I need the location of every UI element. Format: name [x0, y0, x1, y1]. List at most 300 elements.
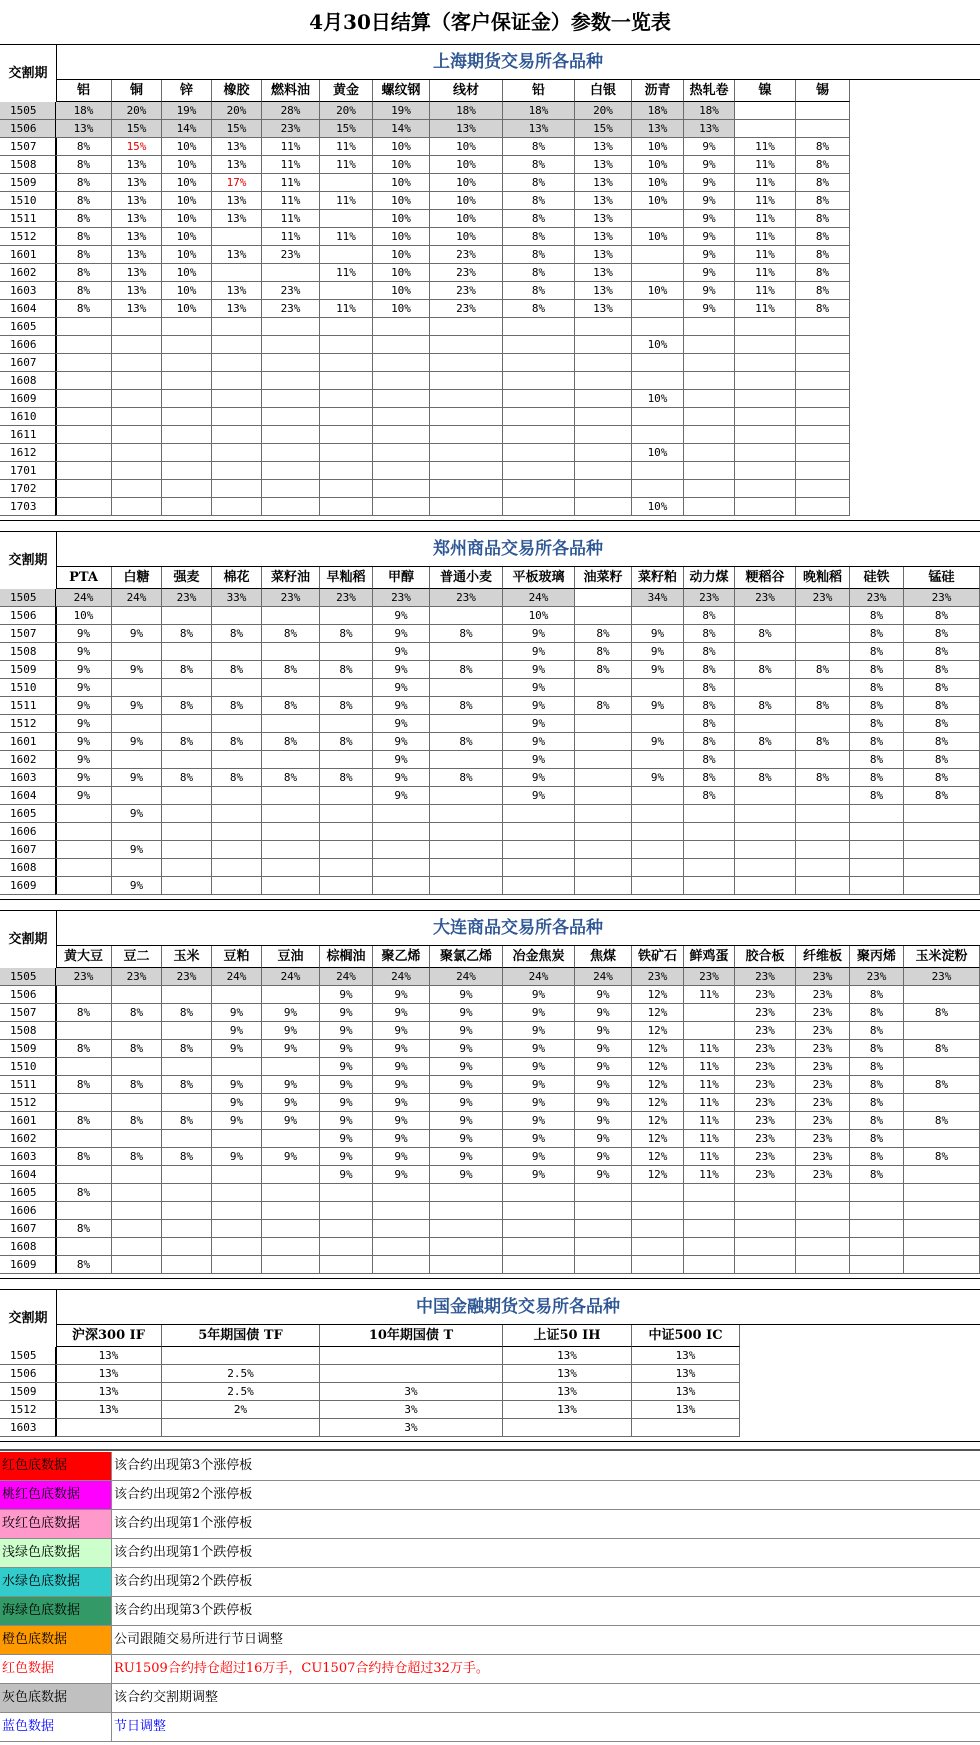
margin-cell: 13% — [575, 174, 632, 192]
margin-cell — [162, 1202, 212, 1220]
margin-cell — [56, 390, 112, 408]
margin-cell — [503, 877, 575, 895]
margin-cell: 9% — [684, 174, 735, 192]
margin-cell: 10% — [430, 174, 503, 192]
margin-cell: 13% — [112, 210, 162, 228]
margin-cell: 9% — [430, 1058, 503, 1076]
margin-cell: 9% — [575, 1076, 632, 1094]
margin-cell — [162, 444, 212, 462]
margin-cell — [575, 589, 632, 607]
margin-cell: 23% — [262, 246, 320, 264]
margin-cell — [735, 102, 796, 120]
column-header: 甲醇 — [373, 567, 430, 589]
margin-cell — [56, 1238, 112, 1256]
margin-cell: 8% — [904, 643, 980, 661]
margin-cell — [320, 372, 373, 390]
margin-cell: 12% — [632, 1076, 684, 1094]
column-header: 5年期国债 TF — [162, 1325, 320, 1347]
margin-cell: 8% — [503, 192, 575, 210]
margin-cell — [503, 354, 575, 372]
margin-cell — [212, 787, 262, 805]
margin-cell — [575, 1202, 632, 1220]
margin-cell — [112, 1256, 162, 1274]
margin-cell: 9% — [503, 1148, 575, 1166]
margin-cell — [162, 1238, 212, 1256]
legend-description: 该合约出现第2个涨停板 — [114, 1487, 253, 1502]
margin-cell — [796, 859, 850, 877]
margin-cell — [56, 1202, 112, 1220]
margin-cell — [503, 805, 575, 823]
margin-cell — [684, 426, 735, 444]
legend-swatch: 灰色底数据 — [0, 1684, 112, 1712]
margin-cell: 13% — [575, 138, 632, 156]
margin-cell — [632, 715, 684, 733]
margin-cell: 8% — [162, 769, 212, 787]
margin-cell: 8% — [162, 697, 212, 715]
margin-cell — [373, 426, 430, 444]
margin-cell: 24% — [112, 589, 162, 607]
exchange-section — [0, 910, 980, 1274]
margin-cell: 9% — [430, 986, 503, 1004]
margin-cell: 20% — [112, 102, 162, 120]
column-header: 晚籼稻 — [796, 567, 850, 589]
margin-cell — [320, 679, 373, 697]
margin-cell: 11% — [684, 1040, 735, 1058]
margin-cell — [430, 823, 503, 841]
margin-cell: 10% — [373, 228, 430, 246]
margin-cell — [632, 426, 684, 444]
margin-cell: 2.5% — [162, 1365, 320, 1383]
margin-cell: 10% — [430, 192, 503, 210]
margin-cell — [735, 751, 796, 769]
margin-cell — [796, 372, 850, 390]
period-cell: 1511 — [0, 210, 56, 228]
margin-cell — [575, 733, 632, 751]
margin-cell: 8% — [262, 661, 320, 679]
margin-cell — [262, 787, 320, 805]
margin-cell: 9% — [503, 625, 575, 643]
margin-cell — [112, 1220, 162, 1238]
margin-cell: 13% — [212, 300, 262, 318]
margin-cell: 13% — [56, 1383, 162, 1401]
margin-cell — [112, 986, 162, 1004]
margin-cell: 9% — [56, 661, 112, 679]
period-cell: 1512 — [0, 1094, 56, 1112]
margin-cell — [162, 751, 212, 769]
period-cell: 1510 — [0, 1058, 56, 1076]
margin-cell: 20% — [320, 102, 373, 120]
margin-cell — [796, 1184, 850, 1202]
margin-cell: 10% — [373, 282, 430, 300]
period-label: 交割期 — [8, 932, 48, 947]
margin-cell — [320, 498, 373, 516]
margin-cell — [373, 841, 430, 859]
margin-cell — [373, 823, 430, 841]
margin-cell: 8% — [320, 697, 373, 715]
margin-cell — [735, 1184, 796, 1202]
margin-cell: 8% — [56, 1184, 112, 1202]
margin-cell: 23% — [735, 1004, 796, 1022]
margin-cell — [112, 372, 162, 390]
margin-cell: 10% — [632, 498, 684, 516]
margin-cell: 8% — [162, 661, 212, 679]
margin-cell — [162, 986, 212, 1004]
margin-cell: 13% — [632, 1401, 740, 1419]
period-cell: 1512 — [0, 1401, 56, 1419]
margin-cell — [632, 318, 684, 336]
margin-cell: 12% — [632, 1040, 684, 1058]
margin-cell — [796, 390, 850, 408]
margin-cell — [262, 462, 320, 480]
margin-cell — [796, 877, 850, 895]
margin-cell: 8% — [850, 986, 904, 1004]
margin-cell — [212, 1184, 262, 1202]
margin-cell — [162, 805, 212, 823]
margin-cell — [373, 390, 430, 408]
column-header: 玉米 — [162, 946, 212, 968]
margin-cell — [162, 823, 212, 841]
margin-cell: 24% — [575, 968, 632, 986]
margin-cell — [430, 354, 503, 372]
margin-cell — [575, 769, 632, 787]
margin-cell: 9% — [320, 1166, 373, 1184]
period-cell: 1506 — [0, 120, 56, 138]
margin-cell: 11% — [320, 264, 373, 282]
margin-cell: 13% — [684, 120, 735, 138]
section-title: 上海期货交易所各品种 — [433, 52, 603, 72]
margin-cell: 8% — [904, 1148, 980, 1166]
margin-cell: 9% — [262, 1112, 320, 1130]
legend-swatch: 水绿色底数据 — [0, 1568, 112, 1596]
margin-cell — [735, 120, 796, 138]
margin-cell — [904, 1256, 980, 1274]
margin-cell: 23% — [796, 1130, 850, 1148]
margin-cell — [262, 1202, 320, 1220]
period-cell: 1602 — [0, 264, 56, 282]
margin-cell: 23% — [735, 1094, 796, 1112]
column-header: 10年期国债 T — [320, 1325, 503, 1347]
margin-cell: 8% — [904, 1004, 980, 1022]
margin-cell: 8% — [796, 769, 850, 787]
margin-cell — [162, 877, 212, 895]
margin-cell — [262, 1256, 320, 1274]
column-header: 铁矿石 — [632, 946, 684, 968]
margin-cell — [56, 859, 112, 877]
margin-cell — [262, 643, 320, 661]
margin-cell — [904, 877, 980, 895]
margin-cell — [575, 426, 632, 444]
margin-cell: 9% — [430, 1112, 503, 1130]
margin-cell: 12% — [632, 1130, 684, 1148]
margin-cell: 9% — [373, 751, 430, 769]
margin-cell — [503, 859, 575, 877]
period-cell: 1702 — [0, 480, 56, 498]
margin-cell — [56, 498, 112, 516]
margin-cell: 8% — [162, 1004, 212, 1022]
margin-cell: 8% — [850, 787, 904, 805]
legend-description: 该合约出现第2个跌停板 — [114, 1574, 253, 1589]
margin-cell: 8% — [430, 733, 503, 751]
margin-cell — [373, 877, 430, 895]
margin-cell: 9% — [262, 1040, 320, 1058]
margin-cell: 8% — [684, 661, 735, 679]
margin-cell — [796, 1202, 850, 1220]
margin-cell: 10% — [373, 210, 430, 228]
margin-cell — [796, 607, 850, 625]
margin-cell: 8% — [56, 264, 112, 282]
margin-cell: 23% — [904, 589, 980, 607]
margin-cell: 9% — [212, 1076, 262, 1094]
margin-cell: 17% — [212, 174, 262, 192]
margin-cell — [262, 372, 320, 390]
margin-cell: 11% — [262, 174, 320, 192]
margin-cell: 8% — [503, 300, 575, 318]
margin-cell — [430, 498, 503, 516]
margin-cell: 9% — [373, 607, 430, 625]
margin-cell: 9% — [684, 246, 735, 264]
margin-cell — [212, 751, 262, 769]
margin-cell — [735, 354, 796, 372]
margin-cell: 9% — [373, 1166, 430, 1184]
margin-cell: 10% — [632, 192, 684, 210]
margin-cell — [575, 462, 632, 480]
margin-cell: 13% — [503, 1401, 632, 1419]
margin-cell — [796, 444, 850, 462]
margin-cell — [262, 318, 320, 336]
margin-cell: 24% — [262, 968, 320, 986]
margin-cell — [162, 1347, 320, 1365]
margin-cell — [320, 318, 373, 336]
margin-cell — [112, 607, 162, 625]
margin-cell: 9% — [632, 697, 684, 715]
margin-cell — [796, 498, 850, 516]
margin-cell: 13% — [575, 282, 632, 300]
legend-description: 该合约出现第1个跌停板 — [114, 1545, 253, 1560]
margin-cell — [503, 1256, 575, 1274]
column-header: 胶合板 — [735, 946, 796, 968]
margin-cell — [632, 1419, 740, 1437]
column-header: 棕榈油 — [320, 946, 373, 968]
margin-cell: 8% — [575, 625, 632, 643]
margin-cell: 11% — [684, 1112, 735, 1130]
column-header: 白银 — [575, 80, 632, 102]
margin-cell: 9% — [320, 1004, 373, 1022]
margin-cell: 13% — [575, 156, 632, 174]
margin-cell — [850, 877, 904, 895]
margin-cell: 8% — [430, 769, 503, 787]
margin-cell: 10% — [373, 138, 430, 156]
margin-cell: 9% — [430, 1076, 503, 1094]
margin-cell: 9% — [373, 1094, 430, 1112]
margin-cell — [632, 787, 684, 805]
margin-cell — [112, 354, 162, 372]
margin-cell — [632, 751, 684, 769]
period-cell: 1601 — [0, 733, 56, 751]
margin-cell — [796, 823, 850, 841]
column-header: 豆油 — [262, 946, 320, 968]
period-cell: 1603 — [0, 1419, 56, 1437]
margin-cell: 23% — [735, 1058, 796, 1076]
margin-cell: 23% — [430, 300, 503, 318]
margin-cell: 13% — [503, 1347, 632, 1365]
column-header: 冶金焦炭 — [503, 946, 575, 968]
margin-cell — [162, 462, 212, 480]
margin-cell: 9% — [684, 156, 735, 174]
margin-cell — [320, 1256, 373, 1274]
margin-cell: 9% — [320, 1130, 373, 1148]
section-bottom-rule — [0, 520, 980, 521]
margin-cell: 12% — [632, 986, 684, 1004]
margin-cell: 10% — [373, 174, 430, 192]
exchange-section — [0, 531, 980, 895]
margin-cell — [262, 823, 320, 841]
margin-cell: 12% — [632, 1112, 684, 1130]
margin-cell: 13% — [56, 120, 112, 138]
margin-cell: 8% — [850, 625, 904, 643]
margin-cell: 11% — [262, 228, 320, 246]
margin-cell — [373, 372, 430, 390]
margin-cell — [796, 462, 850, 480]
margin-cell — [320, 1238, 373, 1256]
period-cell: 1603 — [0, 1148, 56, 1166]
margin-cell — [430, 480, 503, 498]
margin-cell: 8% — [430, 625, 503, 643]
margin-cell: 23% — [162, 589, 212, 607]
margin-cell — [904, 1202, 980, 1220]
margin-cell: 23% — [796, 1076, 850, 1094]
section-title: 郑州商品交易所各品种 — [433, 539, 603, 559]
margin-cell — [796, 480, 850, 498]
margin-cell: 8% — [796, 264, 850, 282]
margin-cell — [430, 679, 503, 697]
legend-swatch: 海绿色底数据 — [0, 1597, 112, 1625]
column-header: 强麦 — [162, 567, 212, 589]
margin-cell — [503, 390, 575, 408]
margin-cell: 23% — [430, 264, 503, 282]
margin-cell: 23% — [796, 1094, 850, 1112]
margin-cell — [796, 679, 850, 697]
margin-cell: 9% — [320, 1148, 373, 1166]
margin-cell — [796, 841, 850, 859]
margin-cell — [503, 498, 575, 516]
margin-cell: 8% — [735, 661, 796, 679]
margin-cell — [373, 1256, 430, 1274]
margin-cell — [575, 1256, 632, 1274]
period-cell: 1612 — [0, 444, 56, 462]
margin-cell — [56, 318, 112, 336]
margin-cell: 23% — [684, 968, 735, 986]
margin-cell: 23% — [796, 589, 850, 607]
margin-cell: 10% — [503, 607, 575, 625]
margin-cell: 9% — [503, 1094, 575, 1112]
margin-cell — [632, 877, 684, 895]
margin-cell — [575, 787, 632, 805]
margin-cell: 9% — [503, 643, 575, 661]
margin-cell — [904, 1166, 980, 1184]
margin-cell — [262, 859, 320, 877]
margin-cell: 19% — [373, 102, 430, 120]
margin-cell: 9% — [373, 643, 430, 661]
margin-cell — [796, 408, 850, 426]
margin-cell: 8% — [904, 733, 980, 751]
margin-cell — [796, 426, 850, 444]
margin-cell: 9% — [575, 1112, 632, 1130]
margin-cell — [162, 787, 212, 805]
exchange-section — [0, 44, 980, 516]
margin-cell — [850, 859, 904, 877]
column-header: 锌 — [162, 80, 212, 102]
margin-cell: 8% — [320, 625, 373, 643]
legend-row — [0, 1539, 980, 1568]
margin-cell: 13% — [632, 1365, 740, 1383]
margin-cell — [684, 462, 735, 480]
margin-cell — [684, 1022, 735, 1040]
margin-cell: 9% — [684, 264, 735, 282]
margin-cell — [796, 715, 850, 733]
period-label: 交割期 — [8, 553, 48, 568]
margin-cell — [904, 1058, 980, 1076]
margin-cell — [684, 498, 735, 516]
margin-cell — [56, 336, 112, 354]
margin-cell — [373, 1184, 430, 1202]
margin-cell — [735, 607, 796, 625]
margin-cell: 18% — [632, 102, 684, 120]
period-cell: 1607 — [0, 1220, 56, 1238]
margin-cell: 23% — [796, 1166, 850, 1184]
margin-cell: 8% — [162, 1148, 212, 1166]
margin-cell — [430, 390, 503, 408]
margin-cell: 8% — [850, 661, 904, 679]
margin-cell: 9% — [503, 1004, 575, 1022]
margin-cell: 9% — [320, 1040, 373, 1058]
margin-cell: 9% — [430, 1148, 503, 1166]
margin-cell — [430, 1184, 503, 1202]
margin-cell — [684, 1238, 735, 1256]
margin-cell — [112, 480, 162, 498]
margin-cell: 8% — [796, 138, 850, 156]
margin-cell — [430, 841, 503, 859]
margin-cell: 11% — [735, 210, 796, 228]
margin-cell — [373, 354, 430, 372]
margin-cell — [684, 354, 735, 372]
margin-cell — [56, 805, 112, 823]
margin-cell: 23% — [796, 968, 850, 986]
margin-cell: 8% — [56, 1040, 112, 1058]
margin-cell: 14% — [373, 120, 430, 138]
margin-cell: 8% — [162, 1076, 212, 1094]
margin-cell: 9% — [212, 1094, 262, 1112]
margin-cell: 9% — [56, 715, 112, 733]
period-label: 交割期 — [8, 66, 48, 81]
margin-cell: 8% — [262, 733, 320, 751]
margin-cell — [796, 1256, 850, 1274]
legend-description: 该合约出现第3个涨停板 — [114, 1458, 253, 1473]
margin-cell: 12% — [632, 1058, 684, 1076]
margin-cell — [850, 1184, 904, 1202]
period-cell: 1604 — [0, 300, 56, 318]
margin-cell — [320, 444, 373, 462]
margin-cell — [850, 841, 904, 859]
margin-cell: 23% — [850, 589, 904, 607]
period-cell: 1505 — [0, 589, 56, 607]
legend-swatch: 桃红色底数据 — [0, 1481, 112, 1509]
margin-cell: 8% — [320, 733, 373, 751]
margin-cell: 23% — [904, 968, 980, 986]
margin-cell: 24% — [56, 589, 112, 607]
margin-cell — [632, 372, 684, 390]
margin-cell: 34% — [632, 589, 684, 607]
margin-cell — [575, 354, 632, 372]
